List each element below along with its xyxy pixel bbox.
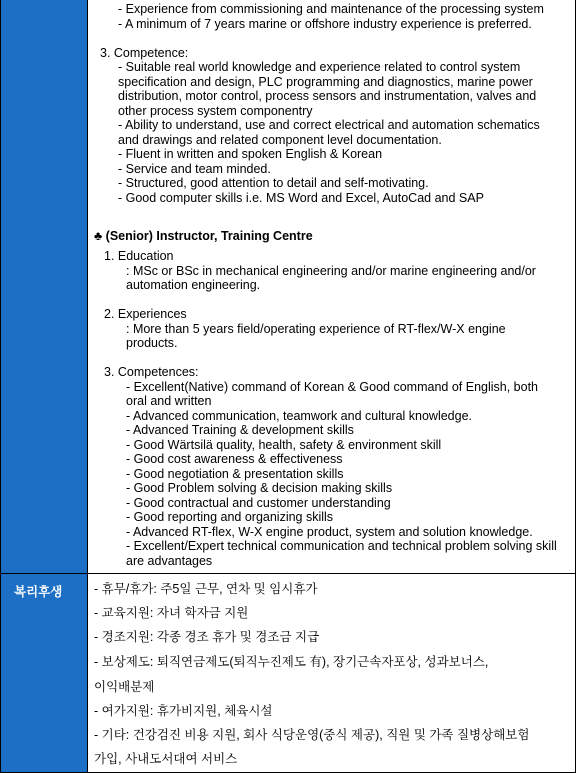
content-line: - Good Problem solving & decision making skills	[126, 481, 393, 495]
content-line: - Experience from commissioning and maintenance of the processing system	[118, 2, 544, 16]
content-line: - Good Wärtsilä quality, health, safety & environment skill	[126, 438, 442, 452]
content-line: - Service and team minded.	[118, 162, 271, 176]
content-line: 1. Education	[104, 249, 174, 263]
content-line: - Good computer skills i.e. MS Word and Excel, AutoCad and SAP	[118, 191, 484, 205]
content-line: - Good contractual and customer understanding	[126, 496, 391, 510]
content-line: - Excellent(Native) command of Korean & Good command of English, both	[126, 380, 539, 394]
qualifications-content-cell	[88, 0, 576, 574]
content-line: specification and design, PLC programming and diagnostics, marine power	[118, 75, 533, 89]
content-line: products.	[126, 336, 178, 350]
content-line: - Ability to understand, use and correct electrical and automation schematics	[118, 118, 540, 132]
content-line: are advantages	[126, 554, 213, 568]
content-line: other process system componentry	[118, 104, 313, 118]
qualifications-label-cell	[0, 0, 88, 574]
table-left-border	[0, 0, 1, 773]
content-line: 2. Experiences	[104, 307, 187, 321]
benefit-line: - 기타: 건강검진 비용 지원, 회사 식당운영(중식 제공), 직원 및 가족 질병상해보험	[94, 728, 530, 742]
content-line: and drawings and related component level documentation.	[118, 133, 442, 147]
content-line: - Fluent in written and spoken English & Korean	[118, 147, 383, 161]
content-line: distribution, motor control, process sensors and instrumentation, valves and	[118, 89, 537, 103]
content-line: - Structured, good attention to detail and self-motivating.	[118, 176, 429, 190]
content-line: - Good negotiation & presentation skills	[126, 467, 344, 481]
benefit-line: 이익배분제	[94, 680, 155, 694]
content-line: - Excellent/Expert technical communication and technical problem solving skill	[126, 539, 557, 553]
content-line: - Advanced Training & development skills	[126, 423, 354, 437]
content-line: - A minimum of 7 years marine or offshore industry experience is preferred.	[118, 17, 532, 31]
benefit-line: - 휴무/휴가: 주5일 근무, 연차 및 임시휴가	[94, 582, 318, 596]
content-line: - Advanced communication, teamwork and cultural knowledge.	[126, 409, 473, 423]
content-line: automation engineering.	[126, 278, 261, 292]
content-line: 3. Competence:	[100, 46, 189, 60]
benefit-line: - 교육지원: 자녀 학자금 지원	[94, 606, 249, 620]
benefit-line: - 여가지원: 휴가비지원, 체육시설	[94, 704, 273, 718]
content-line: oral and written	[126, 394, 212, 408]
content-line: : MSc or BSc in mechanical engineering and/or marine engineering and/or	[126, 264, 536, 278]
section-heading: ♣ (Senior) Instructor, Training Centre	[94, 229, 313, 243]
content-line: - Good cost awareness & effectiveness	[126, 452, 343, 466]
content-line: : More than 5 years field/operating experience of RT-flex/W-X engine	[126, 322, 506, 336]
benefits-label-cell	[0, 574, 88, 773]
content-line: 3. Competences:	[104, 365, 199, 379]
content-line: - Advanced RT-flex, W-X engine product, system and solution knowledge.	[126, 525, 533, 539]
benefit-line: - 보상제도: 퇴직연금제도(퇴직누진제도 有), 장기근속자포상, 성과보너스,	[94, 655, 489, 669]
benefit-line: - 경조지원: 각종 경조 휴가 및 경조금 지급	[94, 630, 320, 644]
benefit-line: 가입, 사내도서대여 서비스	[94, 752, 238, 766]
column-divider	[87, 0, 88, 773]
benefits-content-cell	[88, 574, 576, 773]
benefits-label: 복리후생	[14, 585, 63, 599]
content-line: - Suitable real world knowledge and experience related to control system	[118, 60, 521, 74]
content-line: - Good reporting and organizing skills	[126, 510, 334, 524]
